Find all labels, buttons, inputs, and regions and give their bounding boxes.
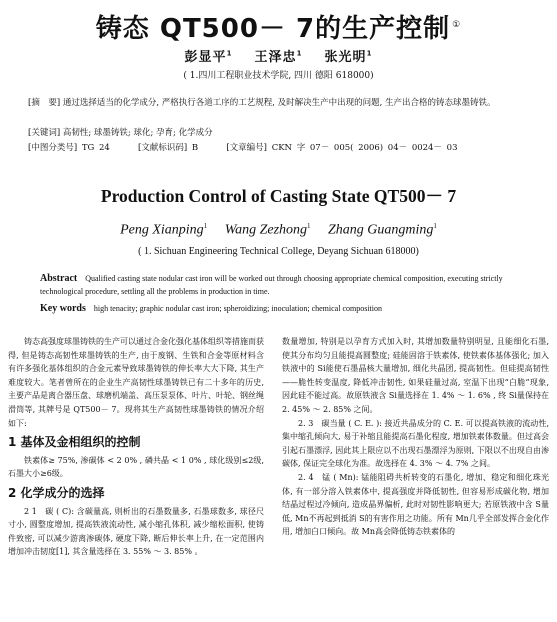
en-keywords-text: high tenacity; graphic nodular cast iron; spheroidizing; inoculation; chemical composition: [93, 304, 382, 313]
chinese-affiliation: ( 1.四川工程职业技术学院, 四川 德阳 618000): [183, 71, 374, 81]
en-author-3: Zhang Guangming: [328, 222, 434, 238]
en-abstract-label: Abstract: [40, 273, 78, 284]
english-keywords: [40, 302, 527, 315]
abstract-text: 通过选择适当的化学成分, 严格执行各道工序的工艺规程, 及时解决生产中出现的问题, 生产出合格的铸态球墨铸铁。: [62, 98, 496, 108]
en-author-3-sup: 1: [433, 222, 437, 230]
author-3: 张光明: [324, 50, 367, 65]
body-right-column: [282, 335, 549, 539]
section-2-3-paragraph: 2. 3 碳当量 ( C. E. ): 接近共晶成分的 C. E. 可以提高铁液的流动性, 集中缩孔倾向大, 易于补缩且能提高石墨化程度, 增加铁素体数量。但过高会引起石墨漂浮, 因此其上限应以不出现石墨漂浮为原则, 下限以不出现自由渗碳体, 保证完全球化为准。故选择在 4. 3% ～ 4. 7% 之间。: [282, 418, 549, 469]
english-abstract: [40, 272, 527, 298]
author-1-sup: 1: [226, 49, 233, 58]
article-value: CKN 字 07－ 005( 2006) 04－ 0024－ 03: [271, 143, 458, 153]
english-title: Production Control of Casting State QT500－ 7: [100, 186, 457, 206]
en-author-1-sup: 1: [203, 222, 208, 230]
body-left-column: [8, 335, 264, 559]
section-2-1-paragraph: 2 1 碳 ( C): 含碳量高, 则析出的石墨数量多, 石墨球数多, 球径尺寸小, 圆整度增加, 提高铁液流动性, 减小缩孔体积, 减少缩松面积, 使铸件致密, 可以减少游离渗碳体, 硬度下降, 断后伸长率上升, 在一定范围内增加冲击韧度[1], 其含量选择在 3. 55% ～ 3. 85% 。: [8, 506, 264, 557]
chinese-keywords: [28, 126, 529, 140]
english-affiliation: ( 1. Sichuan Engineering Technical College, Deyang Sichuan 618000): [138, 246, 419, 257]
doc-label: [文献标识码]: [138, 143, 188, 153]
article-label: [文章编号]: [226, 143, 267, 153]
english-authors: [0, 222, 557, 239]
class-value: TG 24: [81, 143, 110, 153]
intro-paragraph: 铸态高强度球墨铸铁的生产可以通过合金化强化基体组织等措施而获得, 但是铸态高韧性球墨铸铁的生产, 由于废钢、生铁和合金等原材料含有许多强化基体组织的合金元素导致球墨铸铁的伸长率大大下降, 其生产难度较大。笔者曾所在的企业生产高韧性球墨铸铁已有二十多年的历史, 主要产品是离合器压盘、球磨机端盖、高压泵泵体、叶片、叶轮、钢丝绳滑筒等, 其牌号是 QT500－ 7。现将其生产高韧性球墨铸铁的情况介绍如下:: [8, 337, 264, 428]
en-author-2-sup: 1: [307, 222, 311, 230]
keywords-label: [关键词]: [28, 128, 61, 138]
chinese-title: 铸态 QT500－ 7的生产控制 ①: [95, 14, 462, 44]
author-2-sup: 1: [296, 49, 303, 58]
en-author-2: Wang Zezhong: [224, 222, 308, 238]
en-author-1: Peng Xianping: [120, 222, 204, 238]
section-2-heading: 2 化学成分的选择: [8, 485, 105, 500]
author-2: 王泽忠: [254, 50, 297, 65]
author-1: 彭显平: [184, 50, 227, 65]
chinese-authors: [0, 46, 557, 65]
author-3-sup: 1: [366, 49, 373, 58]
en-keywords-label: Key words: [40, 303, 86, 314]
abstract-label: [摘 要]: [28, 98, 61, 108]
section-2-4-paragraph: 2. 4 锰 ( Mn): 锰能阻碍共析转变的石墨化, 增加、稳定和细化珠光体, 有一部分溶入铁素体中, 提高强度并降低韧性, 但容易形成碳化物, 增加结晶过程过冷倾向, 造成晶界偏析, 此时对韧性影响更大; 若原铁液中含 S量低, Mn不再起到抵消 S的有害作用之功能。所有 Mn几乎全部发挥合金化作用, 增加白口倾向。故 Mn高会降低铸态铁素体的: [282, 472, 549, 537]
section-1-heading: 1 基体及金相组织的控制: [8, 435, 141, 450]
doc-value: B: [191, 143, 199, 153]
chinese-abstract: [28, 96, 529, 110]
section-1-paragraph: 铁素体≥ 75%, 渗碳体 < 2 0% , 磷共晶 < 1 0% , 球化级别≤2级, 石墨大小≥6级。: [8, 455, 264, 479]
keywords-text: 高韧性; 球墨铸铁; 球化; 孕育; 化学成分: [62, 128, 213, 138]
classification-line: [28, 141, 529, 155]
section-2-2-paragraph: 数量增加, 特别是以孕育方式加入时, 其增加数量特别明显, 且能细化石墨, 使其分布均匀且能提高圆整度; 硅能固溶于铁素体, 使铁素体基体强化; 加入铁液中的 Si能使石墨晶核大量增加, 细化共晶团, 提高韧性。但硅提高韧性 ——脆性转变温度, 降低冲击韧性, 如果硅量过高, 室温下出现“白脆”现象, 因此硅不能过高。故原铁液含 Si量选择在 1. 4% ～ 1. 6% , 终 Si量保持在 2. 45% ～ 2. 85% 之间。: [282, 337, 549, 414]
footnote-mark: ①: [452, 20, 462, 31]
en-abstract-text: Qualified casting state nodular cast iron will be worked out through choosing appropriate chemical composition, executing strictly technological procedure, settling all the problems in production in time.: [40, 274, 503, 296]
class-label: [中图分类号]: [28, 143, 78, 153]
